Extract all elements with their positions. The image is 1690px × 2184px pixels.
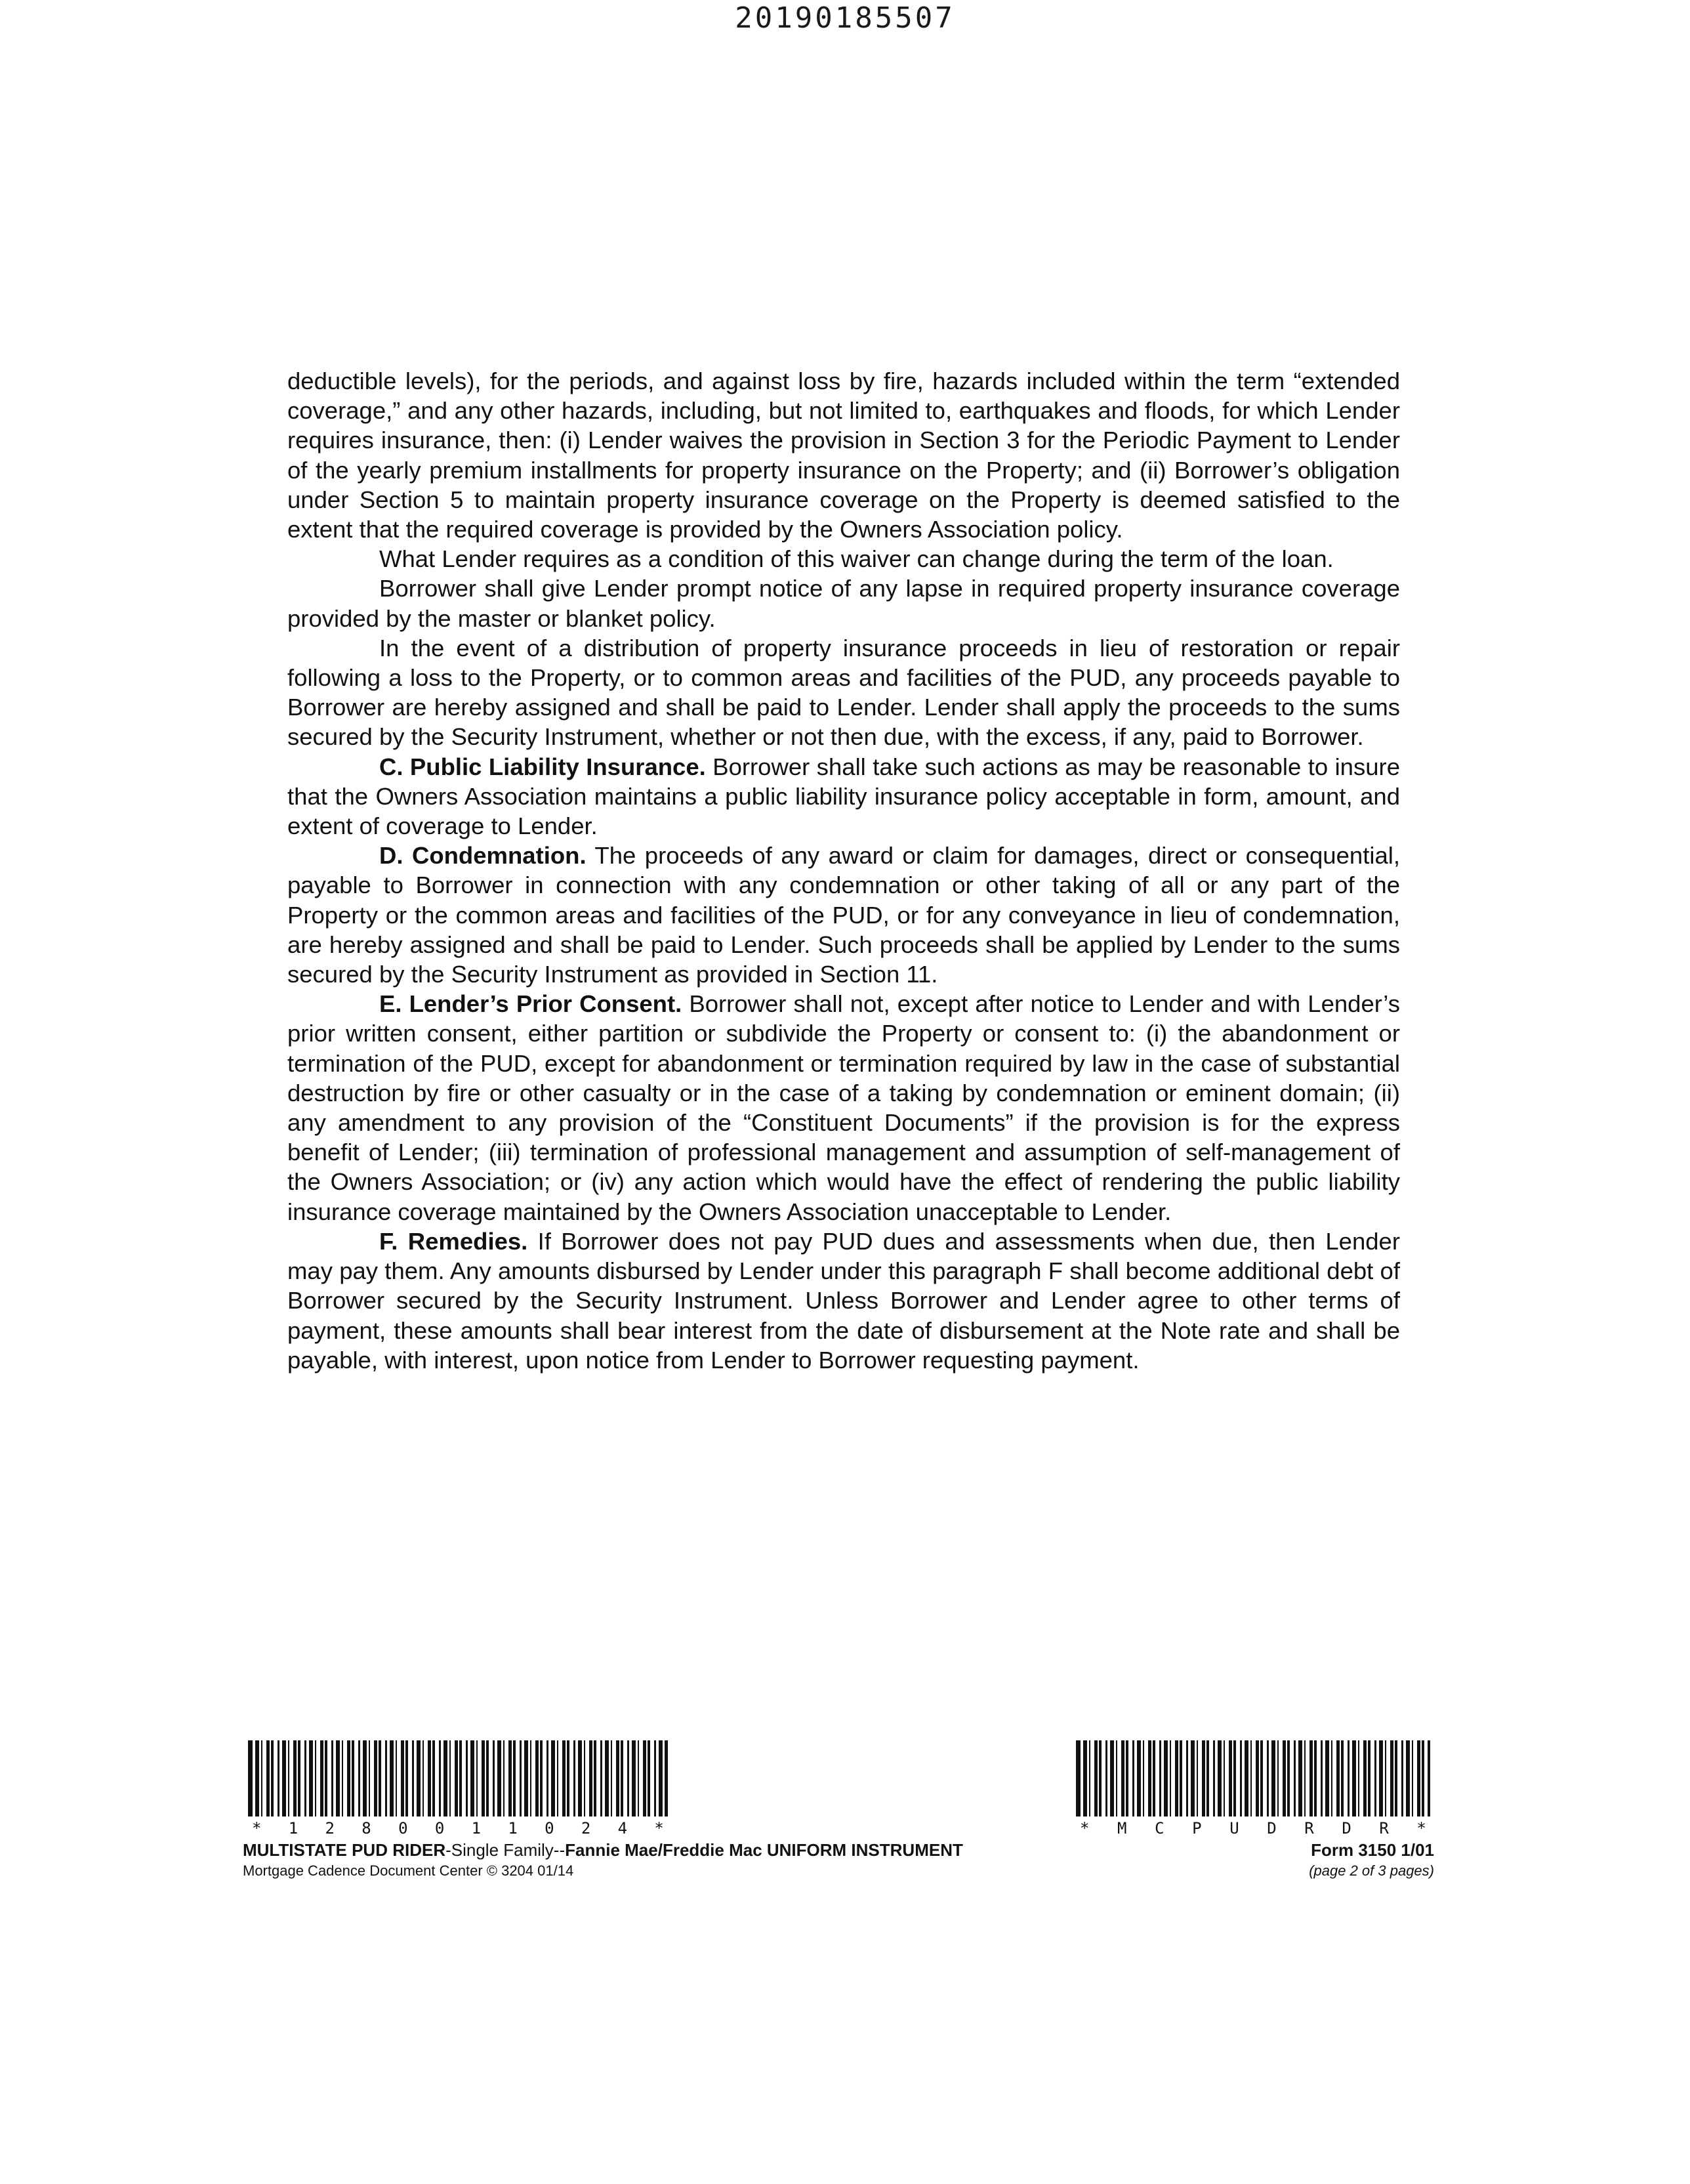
barcode-char: * bbox=[1416, 1819, 1426, 1838]
section-f-remedies bbox=[287, 1227, 1400, 1375]
section-c-public-liability bbox=[287, 752, 1400, 841]
barcode-char: 0 bbox=[545, 1819, 554, 1838]
barcode-left bbox=[248, 1740, 668, 1838]
barcode-char: M bbox=[1117, 1819, 1127, 1838]
footer-title-part-1: MULTISTATE PUD RIDER bbox=[243, 1840, 446, 1860]
recording-number: 20190185507 bbox=[735, 1, 955, 35]
barcode-char: P bbox=[1192, 1819, 1202, 1838]
barcode-char: 1 bbox=[508, 1819, 518, 1838]
paragraph-lapse-notice: Borrower shall give Lender prompt notice of any lapse in required property insurance coverage provided by the master or blanket policy. bbox=[287, 575, 1400, 632]
barcode-char: 2 bbox=[325, 1819, 335, 1838]
section-f-heading: F. Remedies. bbox=[379, 1227, 528, 1255]
barcode-char: 0 bbox=[398, 1819, 408, 1838]
section-c-heading: C. Public Liability Insurance. bbox=[379, 753, 706, 780]
footer-form-number: Form 3150 1/01 bbox=[1311, 1840, 1434, 1860]
section-e-heading: E. Lender’s Prior Consent. bbox=[379, 990, 682, 1018]
footer-form-title-block bbox=[243, 1839, 963, 1881]
section-c-text: Borrower shall take such actions as may be reasonable to insure that the Owners Association maintains a public liability insurance policy acceptable in form, amount, and extent of coverage to Lender. bbox=[287, 753, 1400, 840]
barcode-char: D bbox=[1267, 1819, 1277, 1838]
footer-page-info: (page 2 of 3 pages) bbox=[1309, 1862, 1434, 1879]
section-d-condemnation bbox=[287, 841, 1400, 989]
section-d-text: The proceeds of any award or claim for damages, direct or consequential, payable to Borrower in connection with any condemnation or other taking of all or any part of the Property or the common areas and facilities of the PUD, or for any conveyance in lieu of condemnation, are hereby assigned and shall be paid to Lender. Such proceeds shall be applied by Lender to the sums secured by the Security Instrument as provided in Section 11. bbox=[287, 842, 1401, 988]
barcode-char: R bbox=[1379, 1819, 1389, 1838]
barcode-right-bars bbox=[1076, 1740, 1430, 1816]
footer-title-part-2: -Single Family-- bbox=[445, 1840, 566, 1860]
barcode-char: 1 bbox=[471, 1819, 482, 1838]
footer-form-number-block bbox=[1309, 1839, 1434, 1881]
paragraph-continued: deductible levels), for the periods, and against loss by fire, hazards included within the term “extended coverage,” and any other hazards, including, but not limited to, earthquakes and floods, for which Lender requires insurance, then: (i) Lender waives the provision in Section 3 for the Periodic Payment to Lender of the yearly premium installments for property insurance on the Property; and (ii) Borrower’s obligation under Section 5 to maintain property insurance coverage on the Property is deemed satisfied to the extent that the required coverage is provided by the Owners Association policy. bbox=[287, 368, 1400, 543]
section-e-prior-consent bbox=[287, 989, 1400, 1227]
barcode-left-bars bbox=[248, 1740, 668, 1816]
footer-title-part-3: Fannie Mae/Freddie Mac UNIFORM INSTRUMENT bbox=[565, 1840, 963, 1860]
document-body bbox=[287, 366, 1400, 1375]
barcode-char: 1 bbox=[288, 1819, 299, 1838]
barcode-char: 4 bbox=[617, 1819, 628, 1838]
section-d-heading: D. Condemnation. bbox=[379, 842, 587, 870]
barcode-char: * bbox=[252, 1819, 262, 1838]
barcode-char: R bbox=[1304, 1819, 1314, 1838]
barcode-char: U bbox=[1229, 1819, 1239, 1838]
paragraph-proceeds-distribution: In the event of a distribution of property insurance proceeds in lieu of restoration or repair following a loss to the Property, or to common areas and facilities of the PUD, any proceeds payable to Borrower are hereby assigned and shall be paid to Lender. Lender shall apply the proceeds to the sums secured by the Security Instrument, whether or not then due, with the excess, if any, paid to Borrower. bbox=[287, 634, 1400, 751]
barcode-left-text bbox=[248, 1819, 668, 1838]
barcode-char: * bbox=[654, 1819, 664, 1838]
barcode-char: * bbox=[1080, 1819, 1090, 1838]
paragraph-waiver-change: What Lender requires as a condition of this waiver can change during the term of the loan. bbox=[379, 545, 1334, 573]
footer-form-title bbox=[243, 1839, 963, 1861]
barcode-char: 2 bbox=[581, 1819, 591, 1838]
barcode-right bbox=[1076, 1740, 1430, 1838]
barcode-char: C bbox=[1155, 1819, 1164, 1838]
barcode-char: D bbox=[1342, 1819, 1351, 1838]
barcode-char: 0 bbox=[434, 1819, 445, 1838]
barcode-right-text bbox=[1076, 1819, 1430, 1838]
section-f-text: If Borrower does not pay PUD dues and assessments when due, then Lender may pay them. Any amounts disbursed by Lender under this paragraph F shall become additional debt of Borrower secured by the Security Instrument. Unless Borrower and Lender agree to other terms of payment, these amounts shall bear interest from the date of disbursement at the Note rate and shall be payable, with interest, upon notice from Lender to Borrower requesting payment. bbox=[287, 1227, 1400, 1374]
section-e-text: Borrower shall not, except after notice to Lender and with Lender’s prior written consent, either partition or subdivide the Property or consent to: (i) the abandonment or termination of the PUD, except for abandonment or termination required by law in the case of substantial destruction by fire or other casualty or in the case of a taking by condemnation or eminent domain; (ii) any amendment to any provision of the “Constituent Documents” if the provision is for the express benefit of Lender; (iii) termination of professional management and assumption of self-management of the Owners Association; or (iv) any action which would have the effect of rendering the public liability insurance coverage maintained by the Owners Association unacceptable to Lender. bbox=[287, 990, 1400, 1225]
barcode-char: 8 bbox=[361, 1819, 371, 1838]
footer-vendor-line: Mortgage Cadence Document Center © 3204 01/14 bbox=[243, 1862, 574, 1879]
